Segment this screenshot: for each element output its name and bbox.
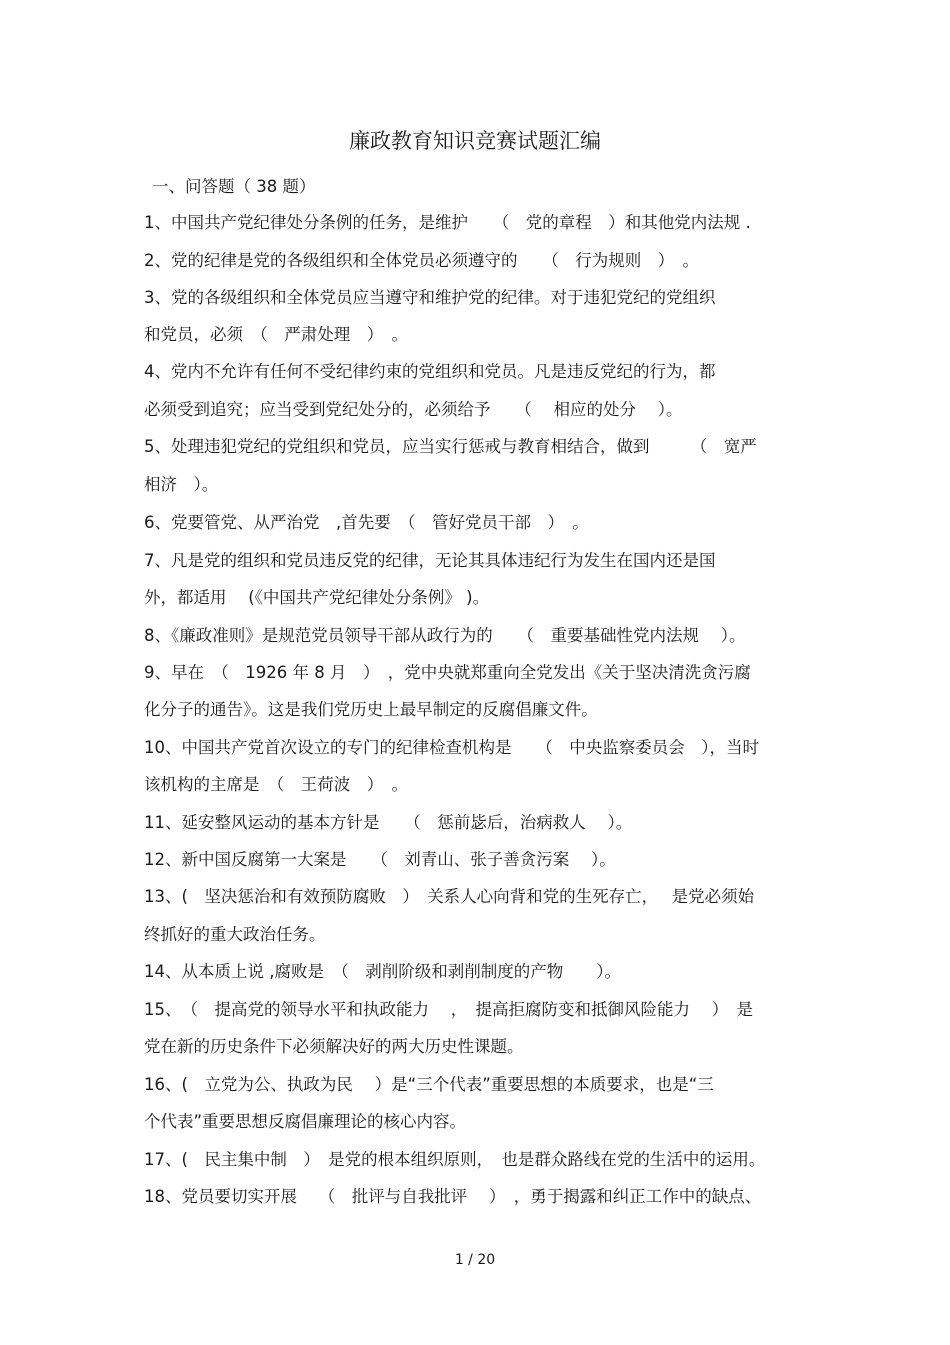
question-line: 5、处理违犯党纪的党组织和党员，应当实行惩戒与教育相结合，做到 （ 宽严 (144, 437, 757, 456)
question-line: 9、早在 （ 1926 年 8 月 ） ，党中央就郑重向全党发出《关于坚决清洗贪污腐 (144, 663, 751, 682)
question-line: 化分子的通告》。这是我们党历史上最早制定的反腐倡廉文件。 (144, 700, 598, 719)
question-line: 3、党的各级组织和全体党员应当遵守和维护党的纪律。对于违犯党纪的党组织 (144, 288, 716, 307)
question-line: 11、延安整风运动的基本方针是 （ 惩前毖后，治病救人 ）。 (144, 813, 633, 832)
question-line: 相济 ）。 (144, 475, 219, 494)
question-line: 12、新中国反腐第一大案是 （ 刘青山、张子善贪污案 ）。 (144, 850, 616, 869)
question-line: 10、中国共产党首次设立的专门的纪律检查机构是 （ 中央监察委员会 ），当时 (144, 738, 759, 757)
page-number: 1 / 20 (454, 1252, 496, 1268)
page-title: 廉政教育知识竞赛试题汇编 (349, 129, 601, 153)
question-line: 该机构的主席是 （ 王荷波 ） 。 (144, 775, 408, 794)
question-line: 15、 （ 提高党的领导水平和执政能力 ， 提高拒腐防变和抵御风险能力 ） 是 (144, 1000, 753, 1019)
question-line: 终抓好的重大政治任务。 (144, 925, 326, 944)
question-line: 18、党员要切实开展 （ 批评与自我批评 ） ，勇于揭露和纠正工作中的缺点、 (144, 1187, 762, 1206)
question-line: 6、党要管党、从严治党 ,首先要 （ 管好党员干部 ） 。 (144, 513, 589, 532)
question-line: 7、凡是党的组织和党员违反党的纪律，无论其具体违纪行为发生在国内还是国 (144, 551, 716, 570)
question-line: 2、党的纪律是党的各级组织和全体党员必须遵守的 （ 行为规则 ） 。 (144, 251, 699, 270)
question-line: 个代表”重要思想反腐倡廉理论的核心内容。 (144, 1112, 467, 1131)
section-heading: 一、问答题（ 38 题） (152, 177, 316, 196)
question-line: 16、( 立党为公、执政为民 ）是“三个代表”重要思想的本质要求，也是“三 (144, 1075, 714, 1094)
question-line: 必须受到追究；应当受到党纪处分的，必须给予 （ 相应的处分 ）。 (144, 400, 683, 419)
question-line: 4、党内不允许有任何不受纪律约束的党组织和党员。凡是违反党纪的行为，都 (144, 362, 716, 381)
question-line: 13、( 坚决惩治和有效预防腐败 ） 关系人心向背和党的生死存亡， 是党必须始 (144, 887, 755, 906)
question-line: 14、从本质上说 ,腐败是 （ 剥削阶级和剥削制度的产物 ）。 (144, 962, 621, 981)
question-line: 外，都适用 (《中国共产党纪律处分条例》 )。 (144, 588, 490, 607)
question-line: 1、中国共产党纪律处分条例的任务，是维护 （ 党的章程 ）和其他党内法规 . (144, 213, 751, 232)
question-line: 17、( 民主集中制 ） 是党的根本组织原则， 也是群众路线在党的生活中的运用。 (144, 1150, 766, 1169)
question-line: 党在新的历史条件下必须解决好的两大历史性课题。 (144, 1037, 524, 1056)
question-line: 和党员，必须 （ 严肃处理 ） 。 (144, 325, 408, 344)
question-line: 8、《廉政准则》是规范党员领导干部从政行为的 （ 重要基础性党内法规 ）。 (144, 626, 746, 645)
